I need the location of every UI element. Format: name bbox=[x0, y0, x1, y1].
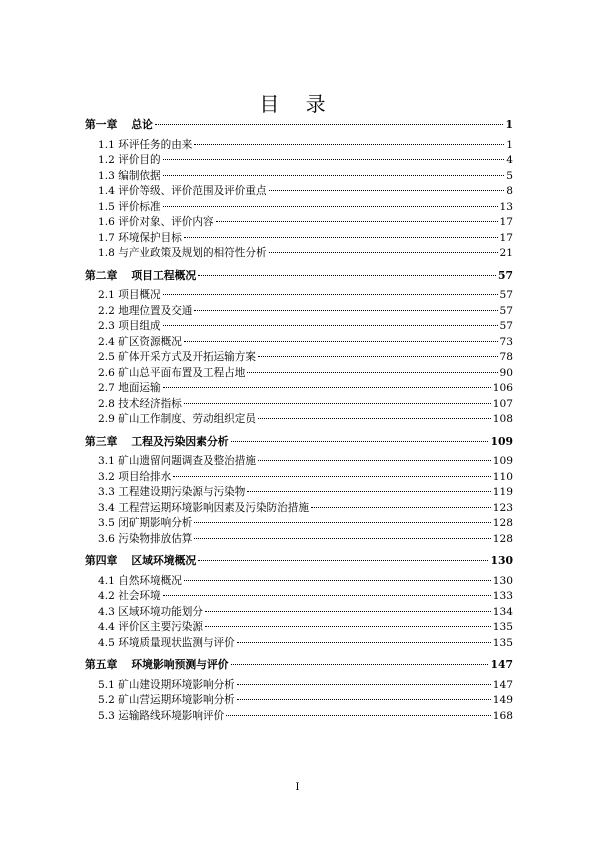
section-page-number: 134 bbox=[492, 605, 513, 618]
section-page-number: 8 bbox=[506, 185, 513, 197]
section-title: 污染物排放估算 bbox=[118, 532, 193, 545]
section-page-number: 108 bbox=[492, 413, 513, 425]
section-number: 4.4 bbox=[98, 621, 115, 633]
section-title: 矿山遗留问题调查及整治措施 bbox=[118, 455, 256, 467]
section-number: 1.6 bbox=[98, 216, 115, 228]
section-page-number: 17 bbox=[499, 231, 513, 244]
dot-leader bbox=[311, 507, 491, 508]
chapter-page-number: 109 bbox=[490, 434, 513, 448]
section-page-number: 106 bbox=[492, 382, 513, 394]
toc-chapter-entry bbox=[85, 553, 513, 569]
toc-section-entry bbox=[85, 678, 513, 694]
section-title: 矿山营运期环境影响分析 bbox=[118, 694, 235, 706]
section-title: 闭矿期影响分析 bbox=[118, 517, 193, 529]
section-number: 3.1 bbox=[98, 455, 115, 467]
section-title: 社会环境 bbox=[118, 590, 161, 602]
toc-title: 目 录 bbox=[259, 92, 336, 116]
section-heading bbox=[98, 246, 267, 262]
section-heading bbox=[98, 678, 235, 694]
section-page-number: 123 bbox=[492, 501, 513, 514]
section-page-number: 17 bbox=[499, 216, 513, 228]
toc-section-entry bbox=[85, 636, 513, 652]
section-page-number: 119 bbox=[492, 486, 513, 498]
section-heading bbox=[98, 138, 192, 154]
section-title: 项目给排水 bbox=[118, 470, 172, 483]
section-heading bbox=[98, 693, 235, 709]
section-title: 地理位置及交通 bbox=[118, 304, 193, 317]
toc-section-entry bbox=[85, 620, 513, 636]
section-number: 4.3 bbox=[98, 605, 115, 618]
section-page-number: 4 bbox=[506, 154, 513, 166]
chapter-label: 第三章 bbox=[85, 434, 118, 448]
section-page-number: 168 bbox=[492, 709, 513, 722]
section-number: 3.5 bbox=[98, 517, 115, 529]
toc-chapter-entry bbox=[85, 117, 513, 133]
chapter-heading bbox=[85, 434, 229, 450]
toc-section-entry bbox=[85, 470, 513, 486]
toc-section-entry bbox=[85, 532, 513, 548]
section-title: 地面运输 bbox=[118, 382, 161, 394]
section-title: 环评任务的由来 bbox=[118, 138, 193, 151]
section-page-number: 149 bbox=[492, 694, 513, 706]
section-number: 2.3 bbox=[98, 320, 115, 332]
toc-section-entry bbox=[85, 693, 513, 709]
section-title: 工程营运期环境影响因素及污染防治措施 bbox=[118, 501, 309, 514]
section-number: 2.2 bbox=[98, 304, 115, 317]
section-title: 技术经济指标 bbox=[118, 397, 182, 410]
dot-leader bbox=[269, 190, 505, 191]
section-page-number: 107 bbox=[492, 397, 513, 410]
section-page-number: 147 bbox=[492, 678, 513, 691]
dot-leader bbox=[247, 372, 497, 373]
toc-section-entry bbox=[85, 184, 513, 200]
section-page-number: 110 bbox=[492, 470, 513, 483]
section-page-number: 128 bbox=[492, 517, 513, 529]
chapter-title: 总论 bbox=[131, 118, 153, 131]
section-title: 编制依据 bbox=[118, 169, 161, 182]
section-heading bbox=[98, 470, 171, 486]
section-page-number: 13 bbox=[499, 200, 513, 213]
section-heading bbox=[98, 288, 161, 304]
section-title: 与产业政策及规划的相符性分析 bbox=[118, 247, 267, 259]
section-number: 2.6 bbox=[98, 366, 115, 379]
dot-leader bbox=[258, 418, 491, 419]
section-page-number: 135 bbox=[492, 636, 513, 649]
toc-section-entry bbox=[85, 200, 513, 216]
section-heading bbox=[98, 350, 256, 366]
page-number: I bbox=[295, 782, 300, 793]
toc-section-entry bbox=[85, 397, 513, 413]
section-number: 3.6 bbox=[98, 532, 115, 545]
section-title: 区域环境功能划分 bbox=[118, 605, 203, 618]
section-page-number: 90 bbox=[499, 366, 513, 379]
section-title: 矿体开采方式及开拓运输方案 bbox=[118, 351, 256, 363]
section-title: 工程建设期污染源与污染物 bbox=[118, 486, 246, 498]
section-title: 项目概况 bbox=[118, 289, 161, 301]
toc-section-entry bbox=[85, 304, 513, 320]
section-number: 5.3 bbox=[98, 709, 115, 722]
chapter-heading bbox=[85, 117, 153, 133]
section-number: 2.9 bbox=[98, 413, 115, 425]
dot-leader bbox=[194, 522, 490, 523]
chapter-label: 第二章 bbox=[85, 268, 118, 282]
section-heading bbox=[98, 184, 267, 200]
dot-leader bbox=[184, 237, 498, 238]
section-number: 3.4 bbox=[98, 501, 115, 514]
section-title: 评价等级、评价范围及评价重点 bbox=[118, 185, 267, 197]
toc-section-entry bbox=[85, 246, 513, 262]
toc-section-entry bbox=[85, 169, 513, 185]
section-heading bbox=[98, 366, 245, 382]
section-heading bbox=[98, 516, 192, 532]
toc-section-entry bbox=[85, 319, 513, 335]
section-page-number: 5 bbox=[506, 169, 513, 182]
toc-section-entry bbox=[85, 485, 513, 501]
chapter-label: 第四章 bbox=[85, 554, 118, 567]
chapter-label: 第五章 bbox=[85, 658, 118, 671]
dot-leader bbox=[184, 341, 498, 342]
section-heading bbox=[98, 605, 203, 621]
toc-section-entry bbox=[85, 605, 513, 621]
section-title: 矿山建设期环境影响分析 bbox=[118, 678, 235, 691]
section-number: 4.1 bbox=[98, 574, 115, 587]
section-title: 环境保护目标 bbox=[118, 231, 182, 244]
chapter-page-number: 57 bbox=[497, 268, 513, 282]
dot-leader bbox=[163, 294, 498, 295]
dot-leader bbox=[205, 611, 491, 612]
toc-section-entry bbox=[85, 335, 513, 351]
dot-leader bbox=[247, 491, 490, 492]
toc-section-entry bbox=[85, 138, 513, 154]
section-page-number: 109 bbox=[492, 455, 513, 467]
section-heading bbox=[98, 636, 235, 652]
dot-leader bbox=[163, 325, 498, 326]
dot-leader bbox=[194, 310, 497, 311]
toc-section-entry bbox=[85, 381, 513, 397]
section-heading bbox=[98, 304, 192, 320]
section-title: 矿山工作制度、劳动组织定员 bbox=[118, 413, 256, 425]
section-number: 1.4 bbox=[98, 185, 115, 197]
toc-section-entry bbox=[85, 288, 513, 304]
section-number: 2.4 bbox=[98, 335, 115, 348]
section-heading bbox=[98, 231, 182, 247]
section-number: 1.5 bbox=[98, 200, 115, 213]
section-number: 1.2 bbox=[98, 154, 115, 166]
dot-leader bbox=[173, 476, 491, 477]
chapter-heading bbox=[85, 553, 196, 569]
dot-leader bbox=[216, 221, 498, 222]
section-number: 3.3 bbox=[98, 486, 115, 498]
dot-leader bbox=[163, 206, 498, 207]
section-title: 项目组成 bbox=[118, 320, 161, 332]
section-heading bbox=[98, 454, 256, 470]
section-page-number: 135 bbox=[492, 621, 513, 633]
section-number: 1.8 bbox=[98, 247, 115, 259]
dot-leader bbox=[231, 664, 489, 665]
dot-leader bbox=[184, 403, 491, 404]
chapter-title: 工程及污染因素分析 bbox=[131, 434, 229, 448]
chapter-title: 区域环境概况 bbox=[131, 554, 197, 567]
section-heading bbox=[98, 319, 161, 335]
section-heading bbox=[98, 574, 182, 590]
chapter-page-number: 147 bbox=[490, 658, 513, 671]
section-title: 评价目的 bbox=[118, 154, 161, 166]
toc-section-entry bbox=[85, 574, 513, 590]
section-page-number: 78 bbox=[499, 351, 513, 363]
section-heading bbox=[98, 169, 161, 185]
section-number: 1.7 bbox=[98, 231, 115, 244]
dot-leader bbox=[237, 699, 491, 700]
table-of-contents bbox=[85, 117, 513, 724]
toc-section-entry bbox=[85, 231, 513, 247]
chapter-label: 第一章 bbox=[85, 118, 118, 131]
section-title: 运输路线环境影响评价 bbox=[118, 709, 225, 722]
section-title: 评价标准 bbox=[118, 200, 161, 213]
toc-chapter-entry bbox=[85, 657, 513, 673]
section-page-number: 130 bbox=[492, 574, 513, 587]
section-heading bbox=[98, 215, 214, 231]
section-title: 评价区主要污染源 bbox=[118, 621, 203, 633]
section-heading bbox=[98, 589, 161, 605]
section-title: 自然环境概况 bbox=[118, 574, 182, 587]
chapter-page-number: 1 bbox=[505, 118, 513, 131]
toc-section-entry bbox=[85, 516, 513, 532]
dot-leader bbox=[163, 175, 505, 176]
dot-leader bbox=[194, 144, 504, 145]
dot-leader bbox=[226, 715, 491, 716]
section-number: 2.8 bbox=[98, 397, 115, 410]
chapter-title: 环境影响预测与评价 bbox=[131, 658, 229, 671]
chapter-heading bbox=[85, 268, 196, 284]
dot-leader bbox=[194, 538, 490, 539]
toc-section-entry bbox=[85, 215, 513, 231]
section-heading bbox=[98, 501, 309, 517]
section-heading bbox=[98, 335, 182, 351]
section-heading bbox=[98, 381, 161, 397]
toc-section-entry bbox=[85, 412, 513, 428]
section-number: 2.7 bbox=[98, 382, 115, 394]
section-number: 3.2 bbox=[98, 470, 115, 483]
dot-leader bbox=[155, 124, 504, 125]
dot-leader bbox=[198, 275, 496, 276]
section-heading bbox=[98, 397, 182, 413]
section-heading bbox=[98, 709, 224, 725]
dot-leader bbox=[163, 159, 505, 160]
dot-leader bbox=[184, 580, 491, 581]
dot-leader bbox=[198, 560, 488, 561]
section-number: 5.1 bbox=[98, 678, 115, 691]
toc-section-entry bbox=[85, 153, 513, 169]
section-number: 1.3 bbox=[98, 169, 115, 182]
section-heading bbox=[98, 620, 203, 636]
dot-leader bbox=[205, 626, 491, 627]
section-title: 环境质量现状监测与评价 bbox=[118, 636, 235, 649]
section-page-number: 57 bbox=[499, 289, 513, 301]
dot-leader bbox=[258, 460, 491, 461]
dot-leader bbox=[269, 252, 498, 253]
chapter-page-number: 130 bbox=[490, 554, 513, 567]
section-heading bbox=[98, 485, 245, 501]
section-heading bbox=[98, 532, 192, 548]
section-title: 评价对象、评价内容 bbox=[118, 216, 214, 228]
chapter-heading bbox=[85, 657, 229, 673]
section-number: 1.1 bbox=[98, 138, 115, 151]
section-page-number: 57 bbox=[499, 304, 513, 317]
dot-leader bbox=[237, 684, 491, 685]
section-number: 2.1 bbox=[98, 289, 115, 301]
toc-section-entry bbox=[85, 350, 513, 366]
section-page-number: 133 bbox=[492, 590, 513, 602]
toc-section-entry bbox=[85, 454, 513, 470]
section-title: 矿区资源概况 bbox=[118, 335, 182, 348]
toc-section-entry bbox=[85, 366, 513, 382]
section-heading bbox=[98, 153, 161, 169]
toc-chapter-entry bbox=[85, 434, 513, 450]
section-number: 4.2 bbox=[98, 590, 115, 602]
dot-leader bbox=[163, 387, 491, 388]
section-page-number: 57 bbox=[499, 320, 513, 332]
toc-section-entry bbox=[85, 501, 513, 517]
section-heading bbox=[98, 200, 161, 216]
section-page-number: 73 bbox=[499, 335, 513, 348]
chapter-title: 项目工程概况 bbox=[131, 268, 197, 282]
section-number: 4.5 bbox=[98, 636, 115, 649]
dot-leader bbox=[237, 642, 491, 643]
section-page-number: 21 bbox=[499, 247, 513, 259]
toc-section-entry bbox=[85, 589, 513, 605]
section-page-number: 128 bbox=[492, 532, 513, 545]
section-number: 5.2 bbox=[98, 694, 115, 706]
dot-leader bbox=[231, 441, 489, 442]
section-heading bbox=[98, 412, 256, 428]
toc-section-entry bbox=[85, 709, 513, 725]
section-page-number: 1 bbox=[506, 138, 513, 151]
dot-leader bbox=[258, 356, 498, 357]
dot-leader bbox=[163, 595, 491, 596]
section-number: 2.5 bbox=[98, 351, 115, 363]
toc-chapter-entry bbox=[85, 268, 513, 284]
section-title: 矿山总平面布置及工程占地 bbox=[118, 366, 246, 379]
